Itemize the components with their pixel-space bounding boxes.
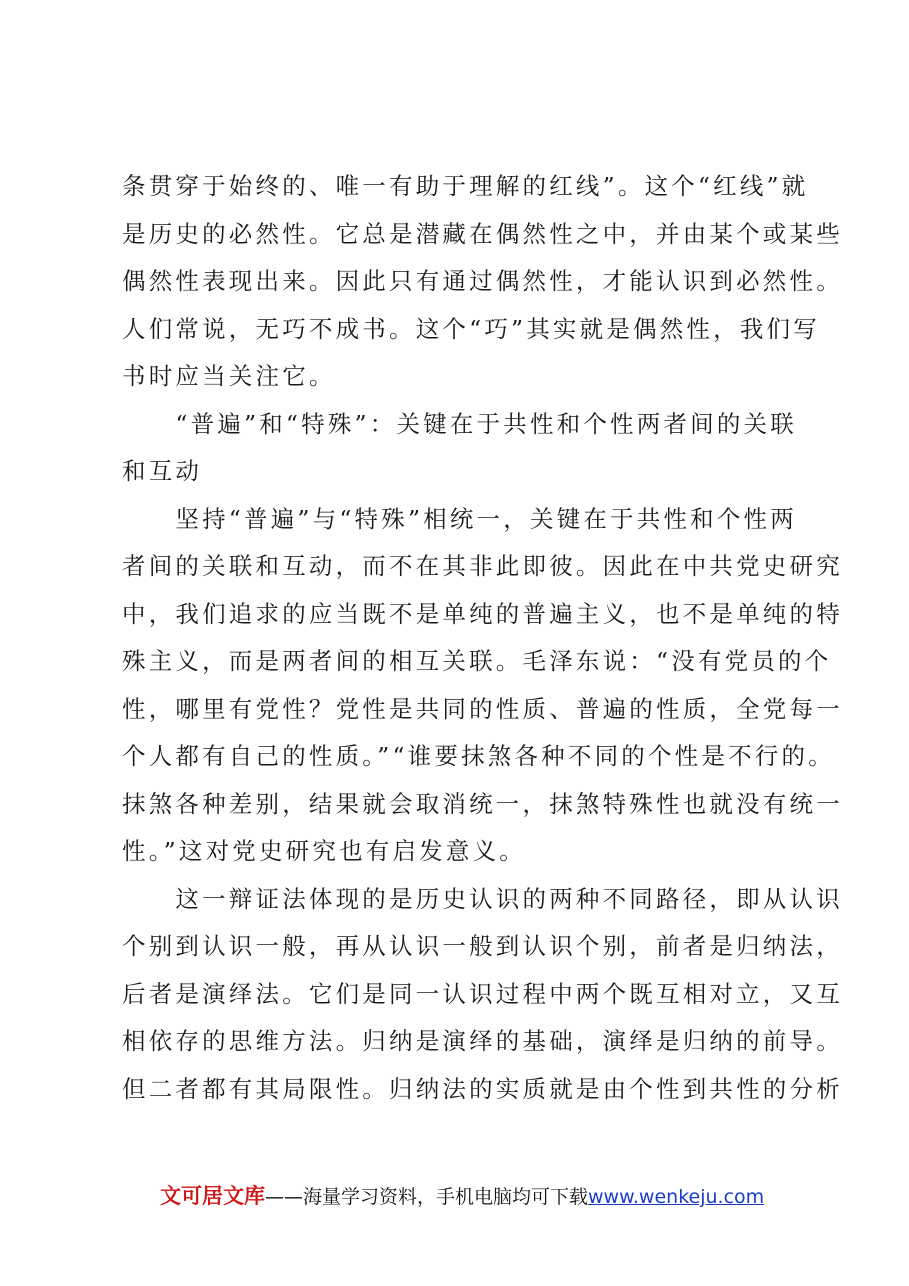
text-line: 坚持“普遍”与“特殊”相统一，关键在于共性和个性两: [122, 505, 797, 533]
text-line: 性。”这对党史研究也有启发意义。: [122, 837, 526, 865]
text-line: 中，我们追求的应当既不是单纯的普遍主义，也不是单纯的特: [122, 600, 843, 628]
text-line: 条贯穿于始终的、唯一有助于理解的红线”。这个“红线”就: [122, 172, 809, 200]
text-line: 但二者都有其局限性。归纳法的实质就是由个性到共性的分析: [122, 1075, 843, 1103]
text-line: 后者是演绎法。它们是同一认识过程中两个既互相对立，又互: [122, 980, 843, 1008]
website-link[interactable]: www.wenkeju.com: [588, 1186, 765, 1208]
page-footer: [160, 1183, 800, 1210]
text-line: 偶然性表现出来。因此只有通过偶然性，才能认识到必然性。: [122, 267, 843, 295]
text-line: 个人都有自己的性质。”“谁要抹煞各种不同的个性是不行的。: [122, 742, 835, 770]
footer-text: ——海量学习资料，手机电脑均可下载: [265, 1186, 589, 1208]
text-line: 相依存的思维方法。归纳是演绎的基础，演绎是归纳的前导。: [122, 1027, 843, 1055]
text-line: 是历史的必然性。它总是潜藏在偶然性之中，并由某个或某些: [122, 220, 843, 248]
text-line: 殊主义，而是两者间的相互关联。毛泽东说：“没有党员的个: [122, 647, 832, 675]
text-line: 这一辩证法体现的是历史认识的两种不同路径，即从认识: [122, 885, 843, 913]
brand-name: 文可居文库: [160, 1184, 265, 1208]
section-heading: “普遍”和“特殊”：关键在于共性和个性两者间的关联: [122, 410, 797, 438]
text-line: 抹煞各种差别，结果就会取消统一，抹煞特殊性也就没有统一: [122, 790, 843, 818]
text-line: 个别到认识一般，再从认识一般到认识个别，前者是归纳法，: [122, 932, 843, 960]
section-heading: 和互动: [122, 457, 203, 485]
text-line: 者间的关联和互动，而不在其非此即彼。因此在中共党史研究: [122, 552, 843, 580]
text-line: 人们常说，无巧不成书。这个“巧”其实就是偶然性，我们写: [122, 315, 820, 343]
text-line: 性，哪里有党性？党性是共同的性质、普遍的性质，全党每一: [122, 695, 843, 723]
text-line: 书时应当关注它。: [122, 362, 336, 390]
